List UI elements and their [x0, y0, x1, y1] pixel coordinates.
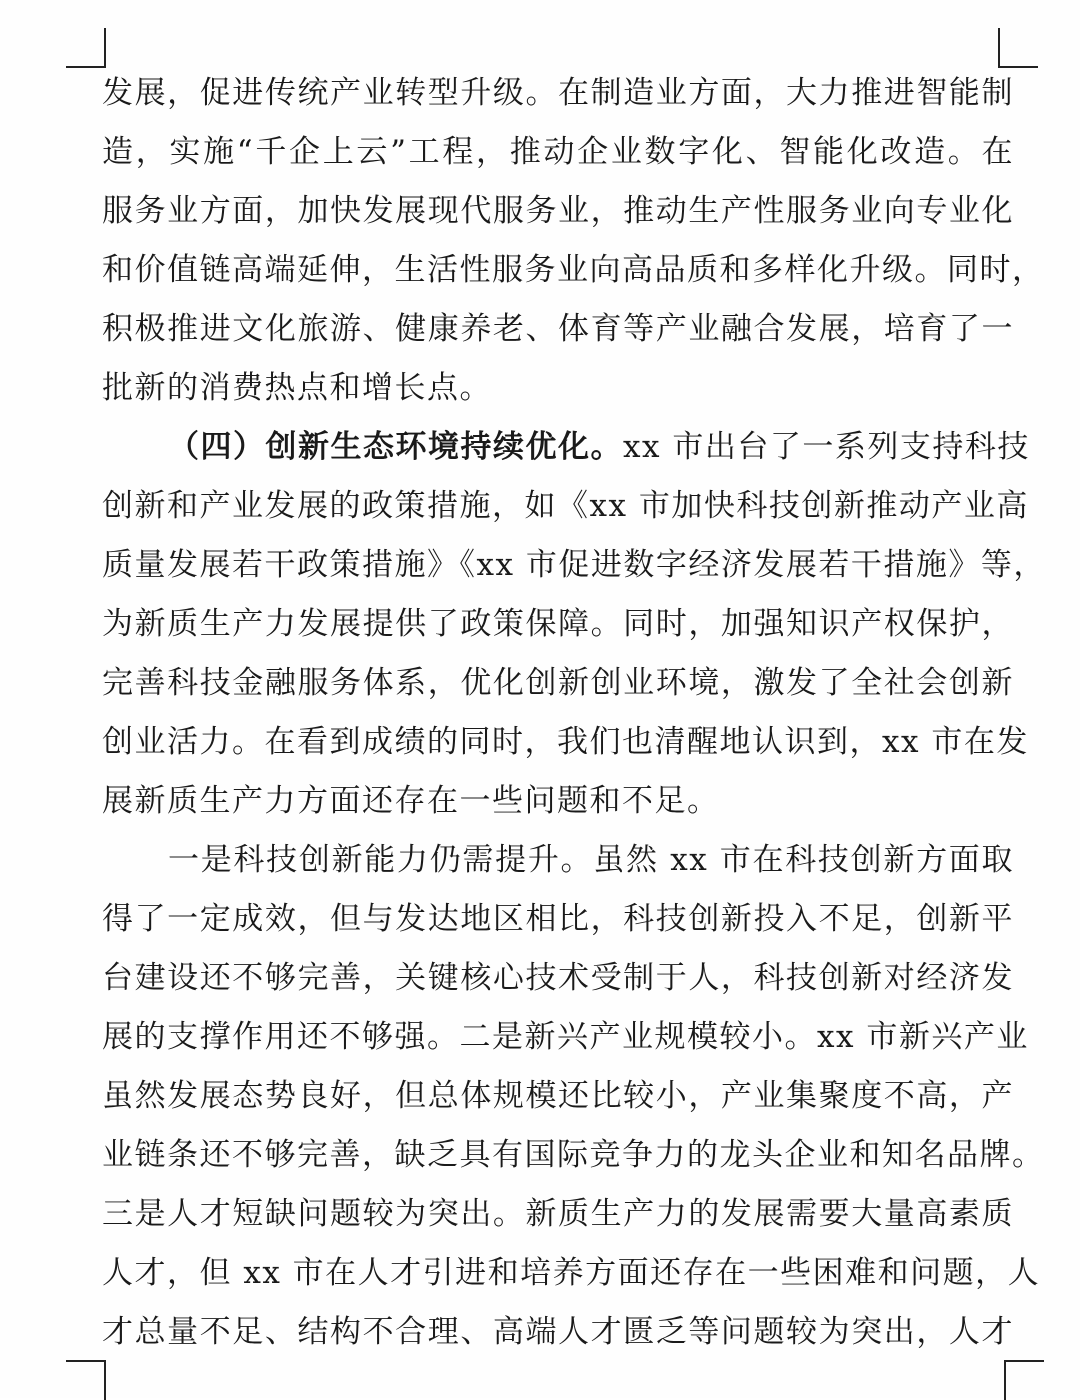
text-line: 一是科技创新能力仍需提升。虽然 xx 市在科技创新方面取 — [168, 842, 1014, 878]
text-line: 批新的消费热点和增长点。 — [102, 370, 492, 406]
text-line: 三是人才短缺问题较为突出。新质生产力的发展需要大量高素质 — [102, 1196, 1014, 1232]
text-line: 为新质生产力发展提供了政策保障。同时，加强知识产权保护， — [102, 606, 1014, 642]
text-line: 创业活力。在看到成绩的同时，我们也清醒地认识到，xx 市在发 — [102, 724, 1029, 760]
text-line: 虽然发展态势良好，但总体规模还比较小，产业集聚度不高，产 — [102, 1078, 1014, 1114]
text-line: 台建设还不够完善，关键核心技术受制于人，科技创新对经济发 — [102, 960, 1014, 996]
text-line: 业链条还不够完善，缺乏具有国际竞争力的龙头企业和知名品牌。 — [102, 1137, 1045, 1173]
text-line: 和价值链高端延伸，生活性服务业向高品质和多样化升级。同时， — [102, 252, 1045, 288]
text-line: 创新和产业发展的政策措施，如《xx 市加快科技创新推动产业高 — [102, 488, 1029, 524]
text-line: 得了一定成效，但与发达地区相比，科技创新投入不足，创新平 — [102, 901, 1014, 937]
text-line: 积极推进文化旅游、健康养老、体育等产业融合发展，培育了一 — [102, 311, 1014, 347]
text-line: 展新质生产力方面还存在一些问题和不足。 — [102, 783, 720, 819]
text-line-continuation: xx 市出台了一系列支持科技 — [623, 429, 1030, 465]
text-line: 质量发展若干政策措施》《xx 市促进数字经济发展若干措施》等， — [102, 547, 1046, 583]
crop-mark-top-left — [66, 28, 106, 68]
crop-mark-top-right — [998, 28, 1038, 68]
section-heading: （四）创新生态环境持续优化。 — [168, 429, 623, 465]
crop-mark-bottom-left — [66, 1360, 106, 1400]
text-line: 人才，但 xx 市在人才引进和培养方面还存在一些困难和问题，人 — [102, 1255, 1041, 1291]
text-line: 服务业方面，加快发展现代服务业，推动生产性服务业向专业化 — [102, 193, 1014, 229]
section-heading-line — [102, 418, 1030, 477]
crop-mark-bottom-right — [1004, 1360, 1044, 1400]
text-line: 展的支撑作用还不够强。二是新兴产业规模较小。xx 市新兴产业 — [102, 1019, 1029, 1055]
body-text — [102, 64, 1046, 1362]
text-line: 造，实施“千企上云”工程，推动企业数字化、智能化改造。在 — [102, 134, 1014, 170]
text-line: 才总量不足、结构不合理、高端人才匮乏等问题较为突出，人才 — [102, 1314, 1014, 1350]
text-line: 发展，促进传统产业转型升级。在制造业方面，大力推进智能制 — [102, 75, 1014, 111]
text-line: 完善科技金融服务体系，优化创新创业环境，激发了全社会创新 — [102, 665, 1014, 701]
